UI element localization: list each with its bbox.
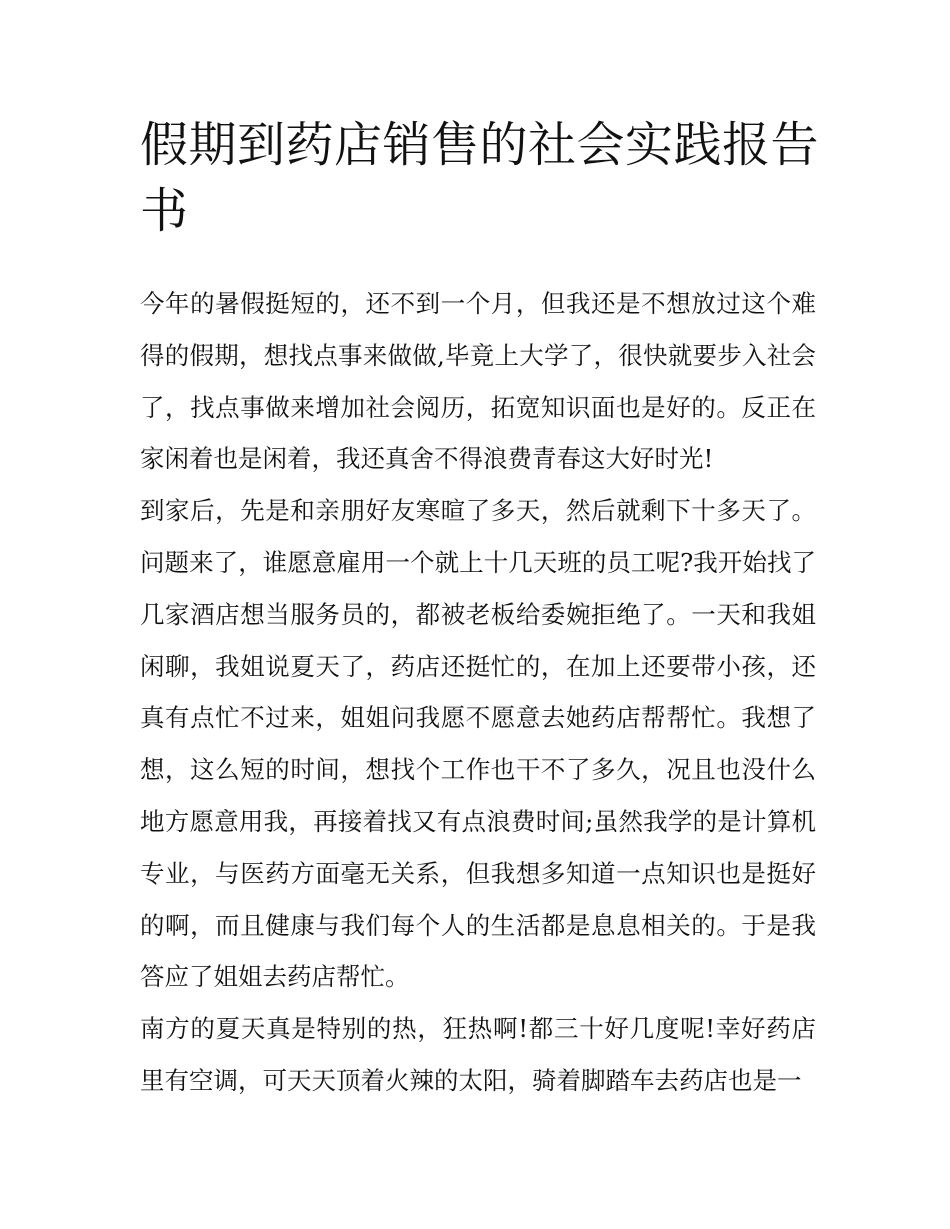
document-title: 假期到药店销售的社会实践报告书 bbox=[140, 117, 820, 239]
paragraph-2: 到家后，先是和亲朋好友寒暄了多天，然后就剩下十多天了。问题来了，谁愿意雇用一个就上十几天班的员工呢?我开始找了几家酒店想当服务员的，都被老板给委婉拒绝了。一天和我姐闲聊，我姐说夏天了，药店还挺忙的，在加上还要带小孩，还真有点忙不过来，姐姐问我愿不愿意去她药店帮帮忙。我想了想，这么短的时间，想找个工作也干不了多久，况且也没什么地方愿意用我，再接着找又有点浪费时间;虽然我学的是计算机专业，与医药方面毫无关系，但我想多知道一点知识也是挺好的啊，而且健康与我们每个人的生活都是息息相关的。于是我答应了姐姐去药店帮忙。 bbox=[140, 496, 816, 992]
document-body bbox=[140, 278, 816, 1107]
paragraph-1: 今年的暑假挺短的，还不到一个月，但我还是不想放过这个难得的假期，想找点事来做做,毕竟上大学了，很快就要步入社会了，找点事做来增加社会阅历，拓宽知识面也是好的。反正在家闲着也是闲着，我还真舍不得浪费青春这大好时光! bbox=[140, 289, 816, 474]
paragraph-3: 南方的夏天真是特别的热，狂热啊!都三十好几度呢!幸好药店里有空调，可天天顶着火辣的太阳，骑着脚踏车去药店也是一 bbox=[140, 1014, 816, 1095]
